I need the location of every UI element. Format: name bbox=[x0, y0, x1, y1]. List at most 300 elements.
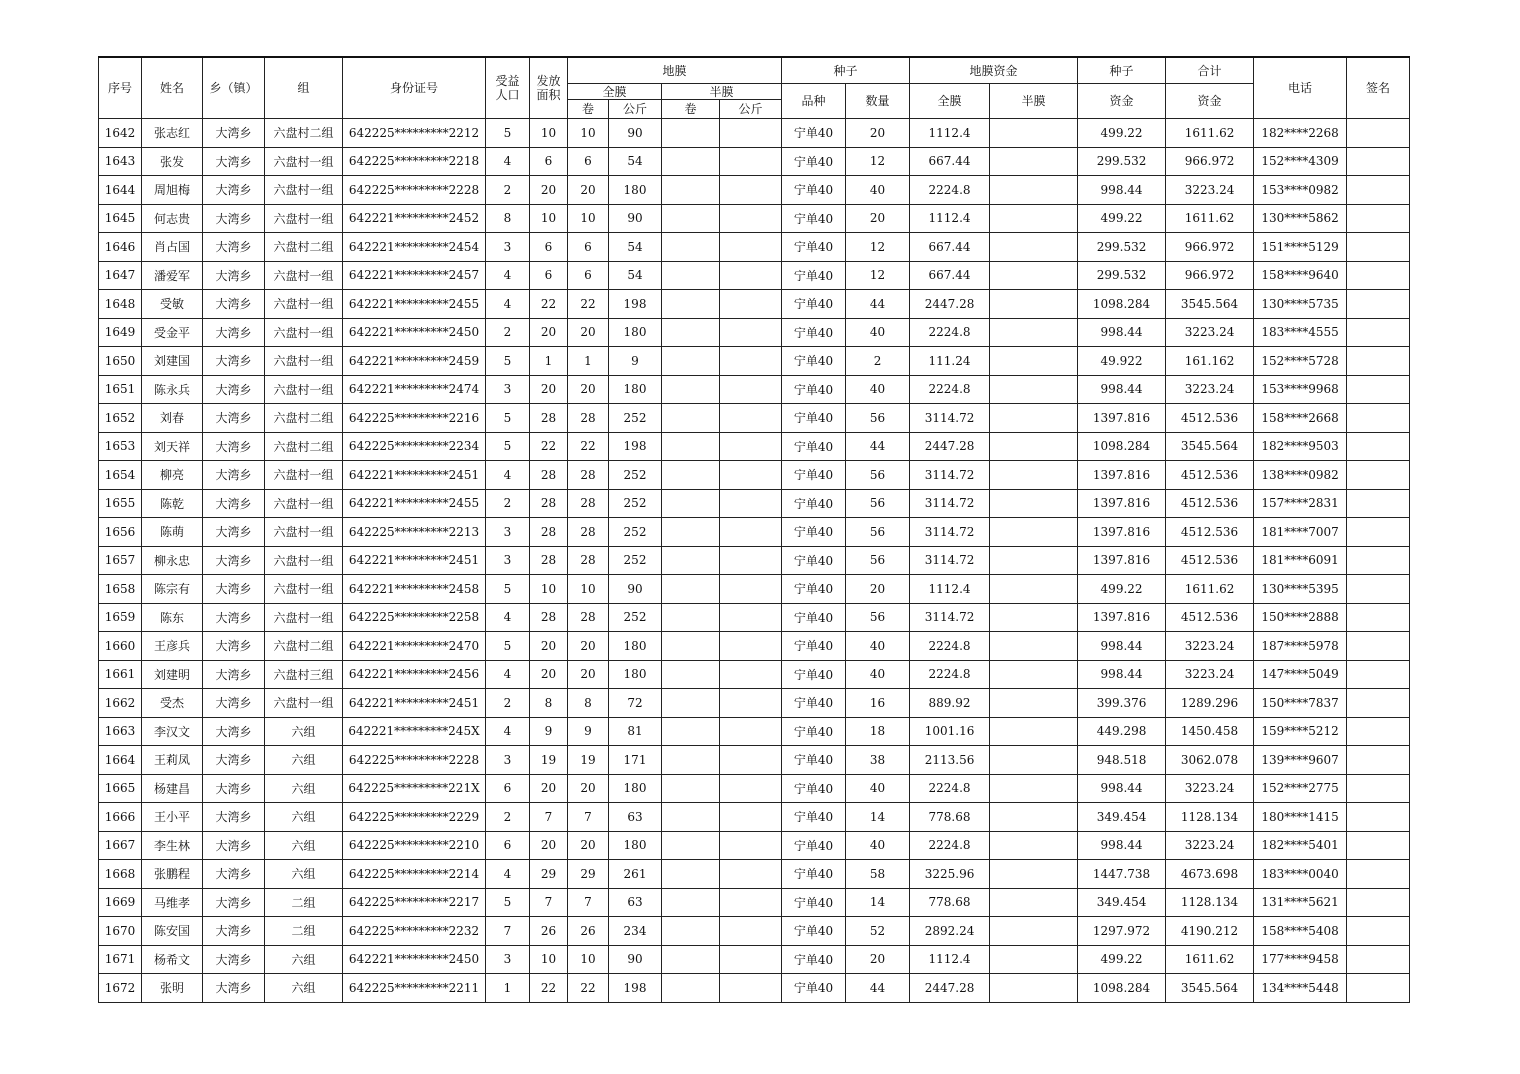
cell-half-rolls bbox=[662, 746, 720, 775]
cell-half-rolls bbox=[662, 632, 720, 661]
cell-name: 受杰 bbox=[142, 689, 203, 718]
header-phone: 电话 bbox=[1254, 57, 1347, 119]
cell-variety: 宁单40 bbox=[782, 404, 846, 433]
cell-seed-funds: 299.532 bbox=[1078, 261, 1166, 290]
cell-id-number: 642225*********2212 bbox=[343, 119, 486, 148]
table-row bbox=[99, 831, 1410, 860]
cell-quantity: 20 bbox=[846, 119, 910, 148]
cell-full-kg: 252 bbox=[609, 603, 662, 632]
cell-variety: 宁单40 bbox=[782, 860, 846, 889]
cell-town: 大湾乡 bbox=[203, 261, 265, 290]
cell-seed-funds: 1447.738 bbox=[1078, 860, 1166, 889]
cell-total-funds: 3223.24 bbox=[1166, 660, 1254, 689]
cell-signature bbox=[1347, 660, 1410, 689]
cell-variety: 宁单40 bbox=[782, 233, 846, 262]
cell-seed-funds: 1397.816 bbox=[1078, 546, 1166, 575]
cell-seed-funds: 499.22 bbox=[1078, 204, 1166, 233]
cell-quantity: 56 bbox=[846, 603, 910, 632]
cell-full-kg: 180 bbox=[609, 176, 662, 205]
cell-group: 六盘村二组 bbox=[265, 119, 343, 148]
cell-area: 22 bbox=[530, 974, 568, 1003]
cell-id-number: 642225*********2210 bbox=[343, 831, 486, 860]
cell-seq: 1657 bbox=[99, 546, 142, 575]
cell-half-kg bbox=[720, 603, 782, 632]
table-row bbox=[99, 404, 1410, 433]
cell-full-kg: 180 bbox=[609, 774, 662, 803]
table-row bbox=[99, 375, 1410, 404]
cell-full-rolls: 28 bbox=[568, 461, 609, 490]
header-signature: 签名 bbox=[1347, 57, 1410, 119]
cell-half-rolls bbox=[662, 233, 720, 262]
cell-seed-funds: 998.44 bbox=[1078, 375, 1166, 404]
cell-group: 六盘村二组 bbox=[265, 632, 343, 661]
cell-group: 六盘村一组 bbox=[265, 318, 343, 347]
cell-beneficiaries: 3 bbox=[486, 746, 530, 775]
cell-full-kg: 252 bbox=[609, 461, 662, 490]
cell-half-film-funds bbox=[990, 945, 1078, 974]
cell-half-film-funds bbox=[990, 860, 1078, 889]
cell-beneficiaries: 8 bbox=[486, 204, 530, 233]
cell-half-kg bbox=[720, 347, 782, 376]
cell-town: 大湾乡 bbox=[203, 717, 265, 746]
table-body bbox=[99, 119, 1410, 1003]
cell-half-kg bbox=[720, 717, 782, 746]
cell-full-kg: 54 bbox=[609, 261, 662, 290]
cell-half-film-funds bbox=[990, 432, 1078, 461]
cell-phone: 151****5129 bbox=[1254, 233, 1347, 262]
cell-full-film-funds: 2113.56 bbox=[910, 746, 990, 775]
cell-name: 陈宗有 bbox=[142, 575, 203, 604]
cell-full-rolls: 22 bbox=[568, 290, 609, 319]
header-half-film: 半膜 bbox=[662, 84, 782, 100]
cell-id-number: 642221*********2458 bbox=[343, 575, 486, 604]
cell-full-kg: 63 bbox=[609, 888, 662, 917]
cell-total-funds: 4512.536 bbox=[1166, 404, 1254, 433]
header-full-rolls: 卷 bbox=[568, 100, 609, 119]
cell-town: 大湾乡 bbox=[203, 803, 265, 832]
cell-group: 六盘村一组 bbox=[265, 575, 343, 604]
cell-full-film-funds: 1112.4 bbox=[910, 119, 990, 148]
table-row bbox=[99, 261, 1410, 290]
cell-variety: 宁单40 bbox=[782, 347, 846, 376]
cell-full-rolls: 10 bbox=[568, 575, 609, 604]
cell-id-number: 642225*********221X bbox=[343, 774, 486, 803]
cell-town: 大湾乡 bbox=[203, 489, 265, 518]
cell-signature bbox=[1347, 489, 1410, 518]
cell-id-number: 642221*********2474 bbox=[343, 375, 486, 404]
cell-group: 六盘村一组 bbox=[265, 518, 343, 547]
cell-half-film-funds bbox=[990, 318, 1078, 347]
cell-full-kg: 198 bbox=[609, 290, 662, 319]
cell-full-rolls: 6 bbox=[568, 233, 609, 262]
cell-signature bbox=[1347, 261, 1410, 290]
cell-beneficiaries: 2 bbox=[486, 318, 530, 347]
cell-seq: 1671 bbox=[99, 945, 142, 974]
cell-id-number: 642221*********245X bbox=[343, 717, 486, 746]
cell-name: 王小平 bbox=[142, 803, 203, 832]
cell-town: 大湾乡 bbox=[203, 176, 265, 205]
cell-total-funds: 1128.134 bbox=[1166, 803, 1254, 832]
cell-phone: 152****5728 bbox=[1254, 347, 1347, 376]
cell-full-kg: 63 bbox=[609, 803, 662, 832]
table-row bbox=[99, 318, 1410, 347]
cell-half-kg bbox=[720, 632, 782, 661]
cell-beneficiaries: 3 bbox=[486, 518, 530, 547]
cell-full-kg: 180 bbox=[609, 318, 662, 347]
cell-area: 20 bbox=[530, 176, 568, 205]
cell-full-film-funds: 2224.8 bbox=[910, 774, 990, 803]
cell-full-rolls: 7 bbox=[568, 803, 609, 832]
cell-id-number: 642225*********2218 bbox=[343, 147, 486, 176]
cell-id-number: 642221*********2459 bbox=[343, 347, 486, 376]
cell-half-rolls bbox=[662, 860, 720, 889]
cell-half-kg bbox=[720, 119, 782, 148]
cell-area: 10 bbox=[530, 119, 568, 148]
cell-name: 张志红 bbox=[142, 119, 203, 148]
cell-seed-funds: 998.44 bbox=[1078, 318, 1166, 347]
cell-quantity: 20 bbox=[846, 945, 910, 974]
cell-total-funds: 1611.62 bbox=[1166, 204, 1254, 233]
cell-town: 大湾乡 bbox=[203, 461, 265, 490]
cell-name: 柳亮 bbox=[142, 461, 203, 490]
cell-quantity: 40 bbox=[846, 375, 910, 404]
cell-seed-funds: 399.376 bbox=[1078, 689, 1166, 718]
cell-total-funds: 4190.212 bbox=[1166, 917, 1254, 946]
cell-half-kg bbox=[720, 204, 782, 233]
cell-area: 20 bbox=[530, 774, 568, 803]
cell-full-film-funds: 2224.8 bbox=[910, 176, 990, 205]
cell-group: 六盘村一组 bbox=[265, 261, 343, 290]
cell-seed-funds: 299.532 bbox=[1078, 147, 1166, 176]
cell-seq: 1662 bbox=[99, 689, 142, 718]
cell-phone: 158****9640 bbox=[1254, 261, 1347, 290]
cell-name: 李汉文 bbox=[142, 717, 203, 746]
cell-area: 26 bbox=[530, 917, 568, 946]
cell-seq: 1646 bbox=[99, 233, 142, 262]
cell-name: 张鹏程 bbox=[142, 860, 203, 889]
cell-variety: 宁单40 bbox=[782, 290, 846, 319]
cell-half-kg bbox=[720, 147, 782, 176]
cell-group: 六盘村一组 bbox=[265, 489, 343, 518]
cell-id-number: 642221*********2451 bbox=[343, 546, 486, 575]
cell-total-funds: 4512.536 bbox=[1166, 518, 1254, 547]
cell-full-rolls: 28 bbox=[568, 546, 609, 575]
cell-total-funds: 3223.24 bbox=[1166, 318, 1254, 347]
cell-full-kg: 180 bbox=[609, 660, 662, 689]
cell-full-rolls: 1 bbox=[568, 347, 609, 376]
cell-seed-funds: 449.298 bbox=[1078, 717, 1166, 746]
cell-seq: 1663 bbox=[99, 717, 142, 746]
cell-area: 22 bbox=[530, 432, 568, 461]
cell-area: 28 bbox=[530, 461, 568, 490]
cell-full-film-funds: 2447.28 bbox=[910, 974, 990, 1003]
cell-full-rolls: 20 bbox=[568, 375, 609, 404]
cell-full-film-funds: 667.44 bbox=[910, 147, 990, 176]
cell-id-number: 642221*********2451 bbox=[343, 689, 486, 718]
cell-beneficiaries: 1 bbox=[486, 974, 530, 1003]
table-row bbox=[99, 432, 1410, 461]
cell-group: 六盘村一组 bbox=[265, 176, 343, 205]
cell-half-film-funds bbox=[990, 689, 1078, 718]
cell-variety: 宁单40 bbox=[782, 176, 846, 205]
cell-full-rolls: 7 bbox=[568, 888, 609, 917]
cell-beneficiaries: 5 bbox=[486, 432, 530, 461]
cell-variety: 宁单40 bbox=[782, 432, 846, 461]
cell-signature bbox=[1347, 717, 1410, 746]
cell-seq: 1659 bbox=[99, 603, 142, 632]
cell-full-kg: 252 bbox=[609, 546, 662, 575]
cell-group: 六组 bbox=[265, 774, 343, 803]
cell-id-number: 642221*********2470 bbox=[343, 632, 486, 661]
cell-quantity: 40 bbox=[846, 660, 910, 689]
cell-variety: 宁单40 bbox=[782, 119, 846, 148]
cell-name: 杨建昌 bbox=[142, 774, 203, 803]
cell-full-kg: 198 bbox=[609, 974, 662, 1003]
cell-total-funds: 4512.536 bbox=[1166, 546, 1254, 575]
cell-town: 大湾乡 bbox=[203, 233, 265, 262]
cell-id-number: 642225*********2229 bbox=[343, 803, 486, 832]
cell-total-funds: 966.972 bbox=[1166, 233, 1254, 262]
table-row bbox=[99, 746, 1410, 775]
cell-id-number: 642221*********2451 bbox=[343, 461, 486, 490]
cell-half-film-funds bbox=[990, 347, 1078, 376]
cell-seed-funds: 1098.284 bbox=[1078, 974, 1166, 1003]
cell-id-number: 642225*********2228 bbox=[343, 176, 486, 205]
cell-half-kg bbox=[720, 461, 782, 490]
cell-signature bbox=[1347, 290, 1410, 319]
cell-beneficiaries: 4 bbox=[486, 261, 530, 290]
cell-area: 7 bbox=[530, 888, 568, 917]
cell-area: 22 bbox=[530, 290, 568, 319]
cell-phone: 134****5448 bbox=[1254, 974, 1347, 1003]
cell-name: 陈安国 bbox=[142, 917, 203, 946]
cell-signature bbox=[1347, 974, 1410, 1003]
cell-town: 大湾乡 bbox=[203, 888, 265, 917]
cell-variety: 宁单40 bbox=[782, 717, 846, 746]
cell-variety: 宁单40 bbox=[782, 518, 846, 547]
cell-full-film-funds: 1112.4 bbox=[910, 945, 990, 974]
cell-total-funds: 3223.24 bbox=[1166, 774, 1254, 803]
cell-variety: 宁单40 bbox=[782, 489, 846, 518]
cell-full-film-funds: 3114.72 bbox=[910, 489, 990, 518]
cell-town: 大湾乡 bbox=[203, 575, 265, 604]
cell-name: 王莉凤 bbox=[142, 746, 203, 775]
cell-quantity: 56 bbox=[846, 518, 910, 547]
cell-full-kg: 261 bbox=[609, 860, 662, 889]
cell-full-film-funds: 111.24 bbox=[910, 347, 990, 376]
cell-seq: 1666 bbox=[99, 803, 142, 832]
cell-full-kg: 81 bbox=[609, 717, 662, 746]
subsidy-distribution-table bbox=[98, 56, 1410, 1003]
cell-id-number: 642225*********2232 bbox=[343, 917, 486, 946]
cell-phone: 150****2888 bbox=[1254, 603, 1347, 632]
cell-full-film-funds: 2224.8 bbox=[910, 375, 990, 404]
cell-half-film-funds bbox=[990, 774, 1078, 803]
cell-full-rolls: 20 bbox=[568, 632, 609, 661]
cell-beneficiaries: 5 bbox=[486, 888, 530, 917]
cell-half-kg bbox=[720, 575, 782, 604]
cell-town: 大湾乡 bbox=[203, 290, 265, 319]
cell-quantity: 20 bbox=[846, 575, 910, 604]
cell-full-kg: 54 bbox=[609, 233, 662, 262]
cell-half-rolls bbox=[662, 774, 720, 803]
header-full-kg: 公斤 bbox=[609, 100, 662, 119]
cell-beneficiaries: 5 bbox=[486, 575, 530, 604]
cell-id-number: 642221*********2455 bbox=[343, 290, 486, 319]
header-total-funds-amount: 资金 bbox=[1166, 84, 1254, 119]
cell-id-number: 642225*********2228 bbox=[343, 746, 486, 775]
cell-full-film-funds: 2224.8 bbox=[910, 318, 990, 347]
cell-seed-funds: 49.922 bbox=[1078, 347, 1166, 376]
cell-total-funds: 3223.24 bbox=[1166, 375, 1254, 404]
cell-full-rolls: 10 bbox=[568, 119, 609, 148]
cell-signature bbox=[1347, 774, 1410, 803]
cell-group: 六组 bbox=[265, 717, 343, 746]
cell-quantity: 14 bbox=[846, 888, 910, 917]
cell-signature bbox=[1347, 147, 1410, 176]
cell-full-rolls: 28 bbox=[568, 489, 609, 518]
cell-full-kg: 180 bbox=[609, 632, 662, 661]
header-quantity: 数量 bbox=[846, 84, 910, 119]
cell-full-rolls: 22 bbox=[568, 432, 609, 461]
cell-seed-funds: 499.22 bbox=[1078, 575, 1166, 604]
cell-full-rolls: 28 bbox=[568, 518, 609, 547]
cell-full-film-funds: 778.68 bbox=[910, 803, 990, 832]
cell-quantity: 58 bbox=[846, 860, 910, 889]
cell-full-rolls: 26 bbox=[568, 917, 609, 946]
cell-beneficiaries: 6 bbox=[486, 774, 530, 803]
cell-half-film-funds bbox=[990, 204, 1078, 233]
table-header bbox=[99, 57, 1410, 119]
table-row bbox=[99, 518, 1410, 547]
cell-id-number: 642221*********2455 bbox=[343, 489, 486, 518]
cell-name: 刘天祥 bbox=[142, 432, 203, 461]
cell-town: 大湾乡 bbox=[203, 660, 265, 689]
cell-name: 潘爱军 bbox=[142, 261, 203, 290]
cell-full-kg: 252 bbox=[609, 404, 662, 433]
cell-group: 二组 bbox=[265, 888, 343, 917]
cell-town: 大湾乡 bbox=[203, 831, 265, 860]
cell-full-film-funds: 1112.4 bbox=[910, 575, 990, 604]
cell-full-kg: 252 bbox=[609, 518, 662, 547]
cell-group: 六盘村一组 bbox=[265, 689, 343, 718]
cell-town: 大湾乡 bbox=[203, 318, 265, 347]
cell-half-film-funds bbox=[990, 375, 1078, 404]
cell-group: 六盘村一组 bbox=[265, 204, 343, 233]
cell-full-kg: 90 bbox=[609, 575, 662, 604]
cell-full-rolls: 20 bbox=[568, 831, 609, 860]
cell-seq: 1656 bbox=[99, 518, 142, 547]
cell-area: 1 bbox=[530, 347, 568, 376]
cell-half-film-funds bbox=[990, 974, 1078, 1003]
cell-quantity: 40 bbox=[846, 774, 910, 803]
cell-half-rolls bbox=[662, 290, 720, 319]
cell-half-film-funds bbox=[990, 261, 1078, 290]
cell-town: 大湾乡 bbox=[203, 632, 265, 661]
cell-area: 10 bbox=[530, 204, 568, 233]
cell-area: 10 bbox=[530, 945, 568, 974]
cell-area: 20 bbox=[530, 632, 568, 661]
cell-full-rolls: 28 bbox=[568, 404, 609, 433]
cell-half-kg bbox=[720, 689, 782, 718]
cell-full-rolls: 8 bbox=[568, 689, 609, 718]
cell-full-film-funds: 3114.72 bbox=[910, 518, 990, 547]
cell-quantity: 44 bbox=[846, 290, 910, 319]
cell-seed-funds: 1397.816 bbox=[1078, 518, 1166, 547]
cell-group: 六盘村二组 bbox=[265, 432, 343, 461]
header-seed: 种子 bbox=[782, 57, 910, 84]
cell-quantity: 40 bbox=[846, 831, 910, 860]
cell-name: 陈东 bbox=[142, 603, 203, 632]
cell-seed-funds: 998.44 bbox=[1078, 774, 1166, 803]
cell-seed-funds: 299.532 bbox=[1078, 233, 1166, 262]
cell-phone: 181****6091 bbox=[1254, 546, 1347, 575]
header-name: 姓名 bbox=[142, 57, 203, 119]
cell-half-rolls bbox=[662, 945, 720, 974]
header-total: 合计 bbox=[1166, 57, 1254, 84]
cell-total-funds: 1450.458 bbox=[1166, 717, 1254, 746]
header-seq: 序号 bbox=[99, 57, 142, 119]
table-row bbox=[99, 660, 1410, 689]
cell-full-film-funds: 3114.72 bbox=[910, 461, 990, 490]
cell-town: 大湾乡 bbox=[203, 546, 265, 575]
cell-beneficiaries: 4 bbox=[486, 147, 530, 176]
cell-name: 杨希文 bbox=[142, 945, 203, 974]
cell-half-rolls bbox=[662, 375, 720, 404]
header-group: 组 bbox=[265, 57, 343, 119]
cell-beneficiaries: 3 bbox=[486, 375, 530, 404]
cell-beneficiaries: 5 bbox=[486, 632, 530, 661]
cell-id-number: 642221*********2452 bbox=[343, 204, 486, 233]
cell-seed-funds: 1297.972 bbox=[1078, 917, 1166, 946]
cell-total-funds: 3545.564 bbox=[1166, 432, 1254, 461]
header-town: 乡（镇） bbox=[203, 57, 265, 119]
cell-half-rolls bbox=[662, 147, 720, 176]
cell-total-funds: 1611.62 bbox=[1166, 575, 1254, 604]
cell-full-rolls: 6 bbox=[568, 261, 609, 290]
cell-signature bbox=[1347, 831, 1410, 860]
header-seed-funds-amount: 资金 bbox=[1078, 84, 1166, 119]
cell-name: 刘建明 bbox=[142, 660, 203, 689]
cell-seq: 1642 bbox=[99, 119, 142, 148]
cell-town: 大湾乡 bbox=[203, 917, 265, 946]
cell-seq: 1651 bbox=[99, 375, 142, 404]
cell-phone: 152****2775 bbox=[1254, 774, 1347, 803]
cell-full-kg: 90 bbox=[609, 204, 662, 233]
cell-half-film-funds bbox=[990, 233, 1078, 262]
cell-signature bbox=[1347, 860, 1410, 889]
header-half-rolls: 卷 bbox=[662, 100, 720, 119]
cell-total-funds: 161.162 bbox=[1166, 347, 1254, 376]
cell-beneficiaries: 5 bbox=[486, 119, 530, 148]
cell-signature bbox=[1347, 746, 1410, 775]
cell-town: 大湾乡 bbox=[203, 404, 265, 433]
table-row bbox=[99, 803, 1410, 832]
cell-full-kg: 90 bbox=[609, 119, 662, 148]
cell-signature bbox=[1347, 888, 1410, 917]
cell-phone: 152****4309 bbox=[1254, 147, 1347, 176]
cell-half-kg bbox=[720, 233, 782, 262]
cell-total-funds: 1611.62 bbox=[1166, 945, 1254, 974]
header-seed-funds: 种子 bbox=[1078, 57, 1166, 84]
cell-half-rolls bbox=[662, 318, 720, 347]
cell-area: 9 bbox=[530, 717, 568, 746]
cell-variety: 宁单40 bbox=[782, 632, 846, 661]
cell-area: 20 bbox=[530, 831, 568, 860]
cell-beneficiaries: 2 bbox=[486, 689, 530, 718]
cell-variety: 宁单40 bbox=[782, 774, 846, 803]
table-row bbox=[99, 575, 1410, 604]
